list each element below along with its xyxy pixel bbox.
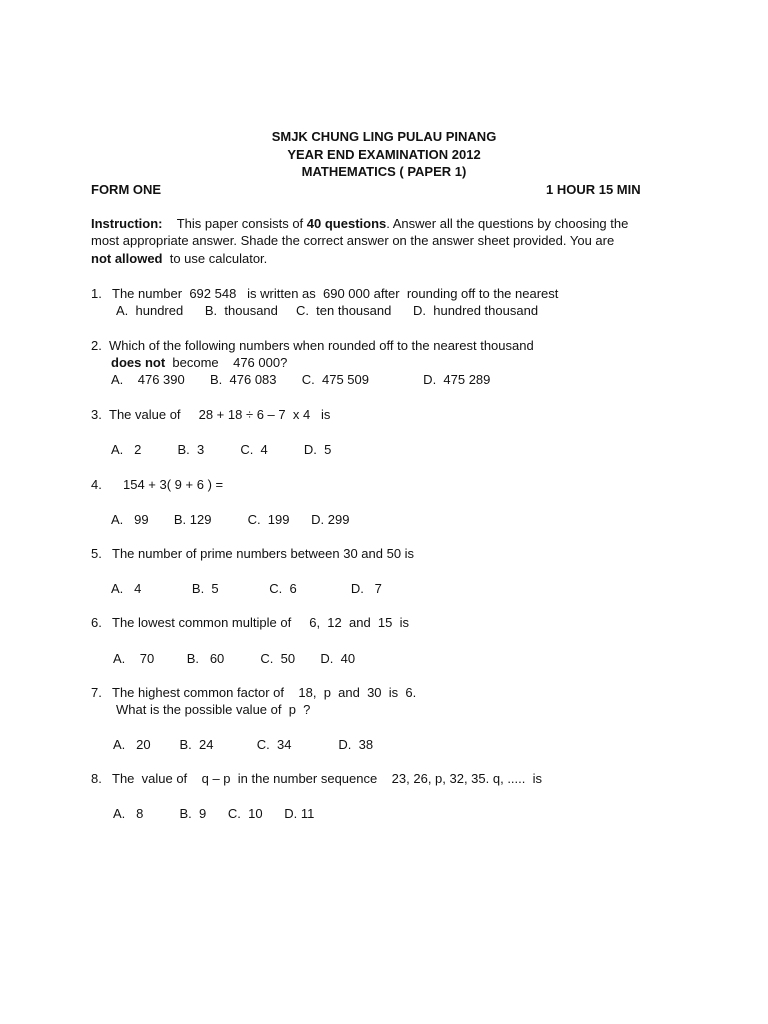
question-2-text: Which of the following numbers when rounded off to the nearest thousand [109,338,534,353]
question-4-options: A. 99 B. 129 C. 199 D. 299 [111,512,350,527]
question-2-text-2-rest: become 476 000? [165,355,288,370]
question-8-number: 8. [91,771,102,786]
question-1-text: The number 692 548 is written as 690 000 after rounding off to the nearest [112,286,559,301]
question-7-text-2: What is the possible value of p ? [116,702,311,717]
exam-title: YEAR END EXAMINATION 2012 [287,147,481,162]
question-8-options: A. 8 B. 9 C. 10 D. 11 [113,806,315,821]
question-3-text: The value of 28 + 18 ÷ 6 – 7 x 4 is [109,407,331,422]
question-3-options: A. 2 B. 3 C. 4 D. 5 [111,442,332,457]
question-5-options: A. 4 B. 5 C. 6 D. 7 [111,581,382,596]
question-7-options: A. 20 B. 24 C. 34 D. 38 [113,737,374,752]
instruction-line-2: most appropriate answer. Shade the correct answer on the answer sheet provided. You are [91,233,615,248]
question-6-text: The lowest common multiple of 6, 12 and 15 is [112,615,409,630]
question-4-number: 4. [91,477,102,492]
question-7-number: 7. [91,685,102,700]
instruction-label: Instruction: [91,216,163,231]
instruction-text-1c: . Answer all the questions by choosing the [386,216,629,231]
question-6-options: A. 70 B. 60 C. 50 D. 40 [113,651,356,666]
school-name: SMJK CHUNG LING PULAU PINANG [271,129,497,144]
question-7-text: The highest common factor of 18, p and 30 is 6. [112,685,417,700]
question-5-text: The number of prime numbers between 30 and 50 is [112,546,415,561]
instruction-line-3 [91,251,267,266]
instruction-not-allowed: not allowed [91,251,163,266]
question-2-does-not: does not [111,355,166,370]
question-3-number: 3. [91,407,102,422]
question-1-options: A. hundred B. thousand C. ten thousand D. hundred thousand [116,303,539,318]
question-2-options: A. 476 390 B. 476 083 C. 475 509 D. 475 289 [111,372,491,387]
instruction-question-count: 40 questions [306,216,387,231]
question-8-text: The value of q – p in the number sequence 23, 26, p, 32, 35. q, ..... is [112,771,542,786]
question-6-number: 6. [91,615,102,630]
question-5-number: 5. [91,546,102,561]
question-2-number: 2. [91,338,102,353]
instruction-line-1 [91,216,628,231]
form-label: FORM ONE [91,182,162,197]
instruction-text-3b: to use calculator. [162,251,268,266]
instruction-text-1a: This paper consists of [176,216,307,231]
subject-title: MATHEMATICS ( PAPER 1) [301,164,467,179]
question-4-text: 154 + 3( 9 + 6 ) = [123,477,224,492]
question-1-number: 1. [91,286,102,301]
duration-label: 1 HOUR 15 MIN [546,182,641,197]
question-2-text-2 [111,355,287,370]
